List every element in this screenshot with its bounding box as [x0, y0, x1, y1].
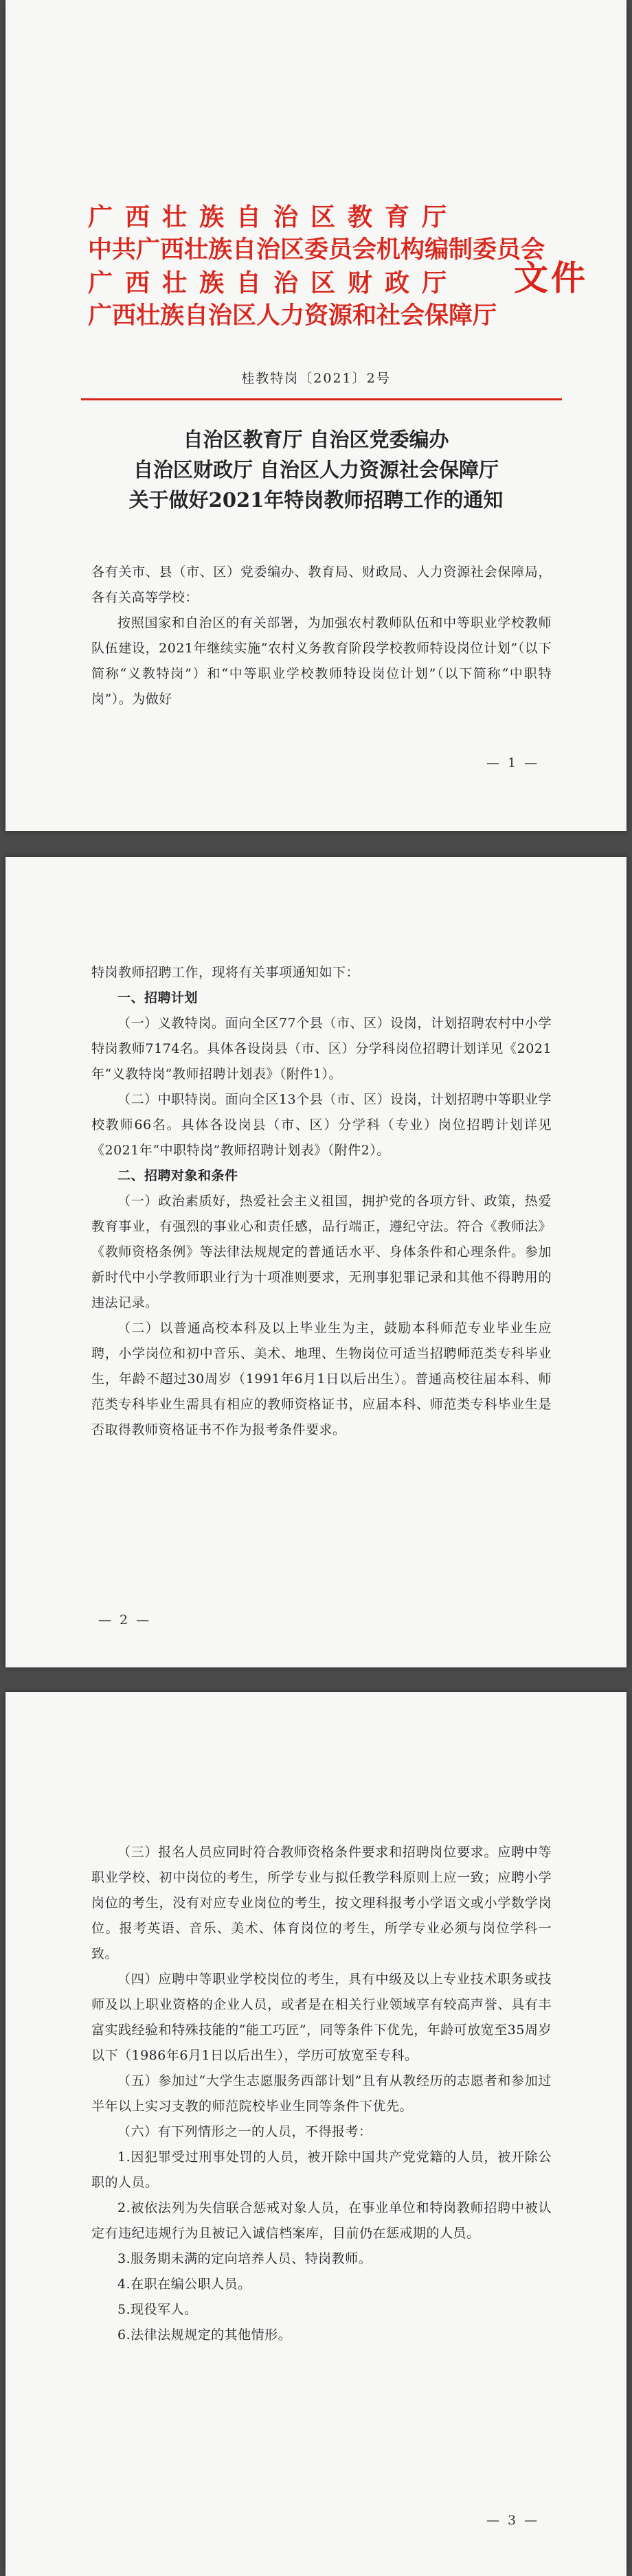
document-page-2 [5, 857, 627, 1667]
document-number: 桂教特岗〔2021〕2号 [241, 371, 391, 386]
issuing-organizations [88, 201, 569, 332]
paragraph: （五）参加过“大学生志愿服务西部计划”且有从教经历的志愿者和参加过半年以上实习支教的师范院校毕业生同等条件下优先。 [91, 2073, 552, 2114]
org-education-department: 广西壮族自治区教育厅 [88, 203, 460, 231]
document-page-3 [5, 1692, 627, 2576]
section-heading: 二、招聘对象和条件 [117, 1168, 238, 1183]
paragraph: 按照国家和自治区的有关部署，为加强农村教师队伍和中等职业学校教师队伍建设，2021年继续实施“农村义务教育阶段学校教师特设岗位计划”（以下简称“义教特岗”）和“中等职业学校教师特设岗位计划”（以下简称“中职特岗”）。为做好 [91, 615, 552, 707]
list-item: 6.法律法规规定的其他情形。 [117, 2327, 292, 2343]
salutation: 各有关市、县（市、区）党委编办、教育局、财政局、人力资源社会保障局，各有关高等学校： [91, 565, 552, 605]
page3-body [91, 1840, 552, 2348]
org-staffing-committee: 中共广西壮族自治区委员会机构编制委员会 [88, 236, 545, 264]
document-title [5, 424, 627, 515]
org-finance-department: 广西壮族自治区财政厅 [88, 269, 460, 297]
list-item: 1.因犯罪受过刑事处罚的人员，被开除中国共产党党籍的人员，被开除公职的人员。 [91, 2150, 552, 2190]
paragraph: （二）中职特岗。面向全区13个县（市、区）设岗，计划招聘中等职业学校教师66名。具体各设岗县（市、区）分学科（专业）岗位招聘计划详见《2021年“中职特岗”教师招聘计划表》（附件2）。 [91, 1092, 552, 1158]
paragraph: （四）应聘中等职业学校岗位的考生，具有中级及以上专业技术职务或技师及以上职业资格的企业人员，或者是在相关行业领域享有较高声誉、具有丰富实践经验和特殊技能的“能工巧匠”，同等条件下优先，年龄可放宽至35周岁以下（1986年6月1日以后出生），学历可放宽至专科。 [91, 1972, 552, 2063]
list-item: 3.服务期未满的定向培养人员、特岗教师。 [117, 2251, 372, 2266]
paragraph: （二）以普通高校本科及以上毕业生为主，鼓励本科师范专业毕业生应聘，小学岗位和初中音乐、美术、地理、生物岗位可适当招聘师范类专科毕业生，年龄不超过30周岁（1991年6月1日以后出生）。普通高校往届本科、师范类专科毕业生需具有相应的教师资格证书，应届本科、师范类专科毕业生是否取得教师资格证书不作为报考条件要求。 [91, 1321, 552, 1437]
section-heading: 一、招聘计划 [117, 990, 199, 1005]
title-line: 自治区财政厅 自治区人力资源社会保障厅 [133, 458, 499, 481]
page1-body [91, 560, 552, 712]
list-item: 4.在职在编公职人员。 [117, 2277, 251, 2292]
paragraph: 特岗教师招聘工作，现将有关事项通知如下： [91, 965, 360, 980]
org-hr-social-security-department: 广西壮族自治区人力资源和社会保障厅 [88, 301, 497, 330]
page-number: — 3 — [486, 2513, 540, 2528]
list-item: 5.现役军人。 [117, 2302, 198, 2317]
paragraph: （一）政治素质好，热爱社会主义祖国，拥护党的各项方针、政策，热爱教育事业，有强烈的事业心和责任感，品行端正，遵纪守法。符合《教师法》《教师资格条例》等法律法规规定的普通话水平、身体条件和心理条件。参加新时代中小学教师职业行为十项准则要求，无刑事犯罪记录和其他不得聘用的违法记录。 [91, 1194, 552, 1310]
document-page-1 [5, 0, 627, 831]
title-line: 关于做好2021年特岗教师招聘工作的通知 [128, 488, 504, 512]
page-number: — 1 — [486, 755, 540, 771]
page2-body [91, 960, 552, 1443]
red-divider [81, 398, 562, 400]
paragraph: （一）义教特岗。面向全区77个县（市、区）设岗，计划招聘农村中小学特岗教师7174名。具体各设岗县（市、区）分学科岗位招聘计划详见《2021年“义教特岗”教师招聘计划表》（附件1）。 [91, 1016, 552, 1082]
paragraph: （六）有下列情形之一的人员，不得报考： [117, 2124, 372, 2139]
list-item: 2.被依法列为失信联合惩戒对象人员，在事业单位和特岗教师招聘中被认定有违纪违规行为且被记入诚信档案库，目前仍在惩戒期的人员。 [91, 2200, 552, 2241]
page-number: — 2 — [98, 1612, 152, 1628]
paragraph: （三）报名人员应同时符合教师资格条件要求和招聘岗位要求。应聘中等职业学校、初中岗位的考生，所学专业与拟任教学科原则上应一致；应聘小学岗位的考生，没有对应专业岗位的考生，按文理科报考小学语文或小学数学岗位。报考英语、音乐、美术、体育岗位的考生，所学专业必须与岗位学科一致。 [91, 1845, 552, 1961]
document-type-label: 文件 [514, 258, 588, 298]
title-line: 自治区教育厅 自治区党委编办 [183, 428, 449, 451]
